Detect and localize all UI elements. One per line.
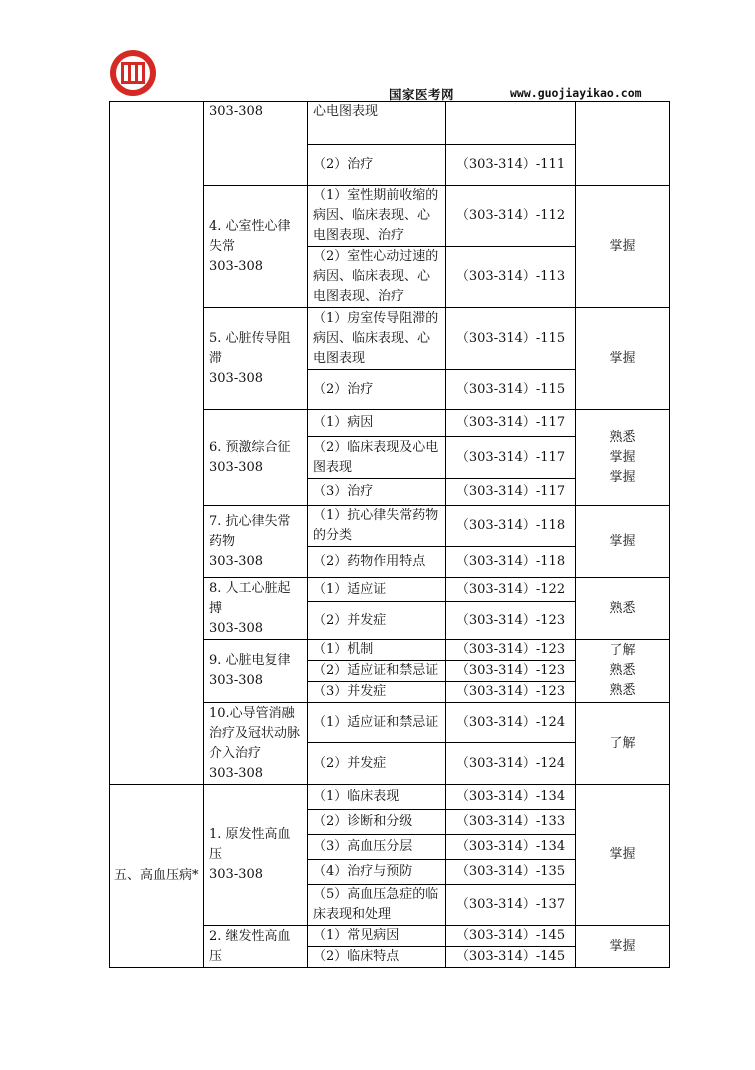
topic-text: 9. 心脏电复律 303-308 [209, 653, 291, 688]
ref-cell: （303-314）-145 [446, 926, 576, 947]
topic-cell: 303-308 [204, 102, 308, 186]
item-cell: （2）适应证和禁忌证 [308, 661, 446, 682]
requirement-cell [576, 410, 670, 506]
requirement-cell: 了解 [576, 703, 670, 785]
item-cell: （2）治疗 [308, 370, 446, 410]
ref-cell: （303-314）-122 [446, 578, 576, 602]
item-cell: （1）常见病因 [308, 926, 446, 947]
ref-cell: （303-314）-124 [446, 743, 576, 785]
item-cell: （3）高血压分层 [308, 835, 446, 860]
ref-cell: （303-314）-137 [446, 885, 576, 926]
topic-cell [204, 186, 308, 308]
item-cell: （1）房室传导阻滞的病因、临床表现、心电图表现 [308, 308, 446, 370]
topic-text: 5. 心脏传导阻滞 303-308 [209, 330, 291, 386]
table-row [110, 785, 670, 810]
item-cell: 心电图表现 [308, 102, 446, 145]
table-row [110, 102, 670, 145]
topic-cell [204, 578, 308, 640]
topic-text: 6. 预激综合征 303-308 [209, 439, 291, 475]
item-cell: （5）高血压急症的临床表现和处理 [308, 885, 446, 926]
item-cell: （2）诊断和分级 [308, 810, 446, 835]
item-cell: （1）室性期前收缩的病因、临床表现、心电图表现、治疗 [308, 186, 446, 247]
item-cell: （4）治疗与预防 [308, 860, 446, 885]
ref-cell: （303-314）-118 [446, 506, 576, 547]
ref-cell: （303-314）-134 [446, 835, 576, 860]
item-cell: （1）抗心律失常药物的分类 [308, 506, 446, 547]
requirement-cell: 掌握 [576, 186, 670, 308]
topic-cell: 2. 继发性高血压 [204, 926, 308, 968]
item-cell: （2）并发症 [308, 743, 446, 785]
ref-cell: （303-314）-112 [446, 186, 576, 247]
item-cell: （3）治疗 [308, 479, 446, 506]
requirement-text: 熟悉 [609, 429, 636, 445]
topic-text: 7. 抗心律失常药物 303-308 [209, 513, 291, 569]
requirement-text: 熟悉 [609, 663, 636, 678]
topic-text: 10.心导管消融治疗及冠状动脉介入治疗 303-308 [209, 705, 301, 781]
site-logo [109, 49, 157, 97]
ref-cell: （303-314）-145 [446, 947, 576, 968]
topic-cell [204, 703, 308, 785]
item-cell: （2）治疗 [308, 145, 446, 186]
ref-cell: （303-314）-123 [446, 661, 576, 682]
section-cell: 五、高血压病* [110, 785, 204, 968]
requirement-cell: 掌握 [576, 926, 670, 968]
item-cell: （2）临床特点 [308, 947, 446, 968]
site-url[interactable]: www.guojiayikao.com [510, 86, 642, 100]
requirement-cell [576, 640, 670, 703]
topic-cell [204, 410, 308, 506]
ref-cell: （303-314）-133 [446, 810, 576, 835]
item-cell: （1）机制 [308, 640, 446, 661]
ref-cell: （303-314）-117 [446, 437, 576, 479]
item-cell: （1）适应证 [308, 578, 446, 602]
ref-cell: （303-314）-117 [446, 479, 576, 506]
ref-cell: （303-314）-117 [446, 410, 576, 437]
item-cell: （1）病因 [308, 410, 446, 437]
ref-cell: （303-314）-118 [446, 547, 576, 578]
topic-cell [204, 785, 308, 926]
ref-cell: （303-314）-135 [446, 860, 576, 885]
ref-cell: （303-314）-123 [446, 682, 576, 703]
item-cell: （2）药物作用特点 [308, 547, 446, 578]
site-name: 国家医考网 [389, 87, 455, 102]
item-cell: （2）并发症 [308, 602, 446, 640]
topic-cell [204, 506, 308, 578]
ref-cell: （303-314）-115 [446, 370, 576, 410]
ref-cell: （303-314）-111 [446, 145, 576, 186]
requirement-text: 了解 [609, 643, 636, 658]
ref-cell: （303-314）-134 [446, 785, 576, 810]
ref-cell: （303-314）-115 [446, 308, 576, 370]
syllabus-table [109, 101, 670, 968]
ref-cell [446, 102, 576, 145]
item-cell: （3）并发症 [308, 682, 446, 703]
requirement-cell: 熟悉 [576, 578, 670, 640]
item-cell: （1）适应证和禁忌证 [308, 703, 446, 743]
topic-cell [204, 640, 308, 703]
item-cell: （2）室性心动过速的病因、临床表现、心电图表现、治疗 [308, 247, 446, 308]
topic-text: 8. 人工心脏起搏 303-308 [209, 580, 291, 636]
topic-text: 1. 原发性高血压 303-308 [209, 827, 291, 882]
requirement-text: 熟悉 [609, 683, 636, 698]
ref-cell: （303-314）-123 [446, 640, 576, 661]
item-cell: （2）临床表现及心电图表现 [308, 437, 446, 479]
item-cell: （1）临床表现 [308, 785, 446, 810]
requirement-cell: 掌握 [576, 785, 670, 926]
ref-cell: （303-314）-124 [446, 703, 576, 743]
requirement-cell: 掌握 [576, 506, 670, 578]
requirement-cell [576, 102, 670, 186]
ref-cell: （303-314）-123 [446, 602, 576, 640]
requirement-text: 掌握 [609, 449, 636, 465]
requirement-cell: 掌握 [576, 308, 670, 410]
ref-cell: （303-314）-113 [446, 247, 576, 308]
topic-cell [204, 308, 308, 410]
requirement-text: 掌握 [609, 469, 636, 485]
section-cell [110, 102, 204, 785]
topic-text: 4. 心室性心律失常 303-308 [209, 218, 291, 274]
